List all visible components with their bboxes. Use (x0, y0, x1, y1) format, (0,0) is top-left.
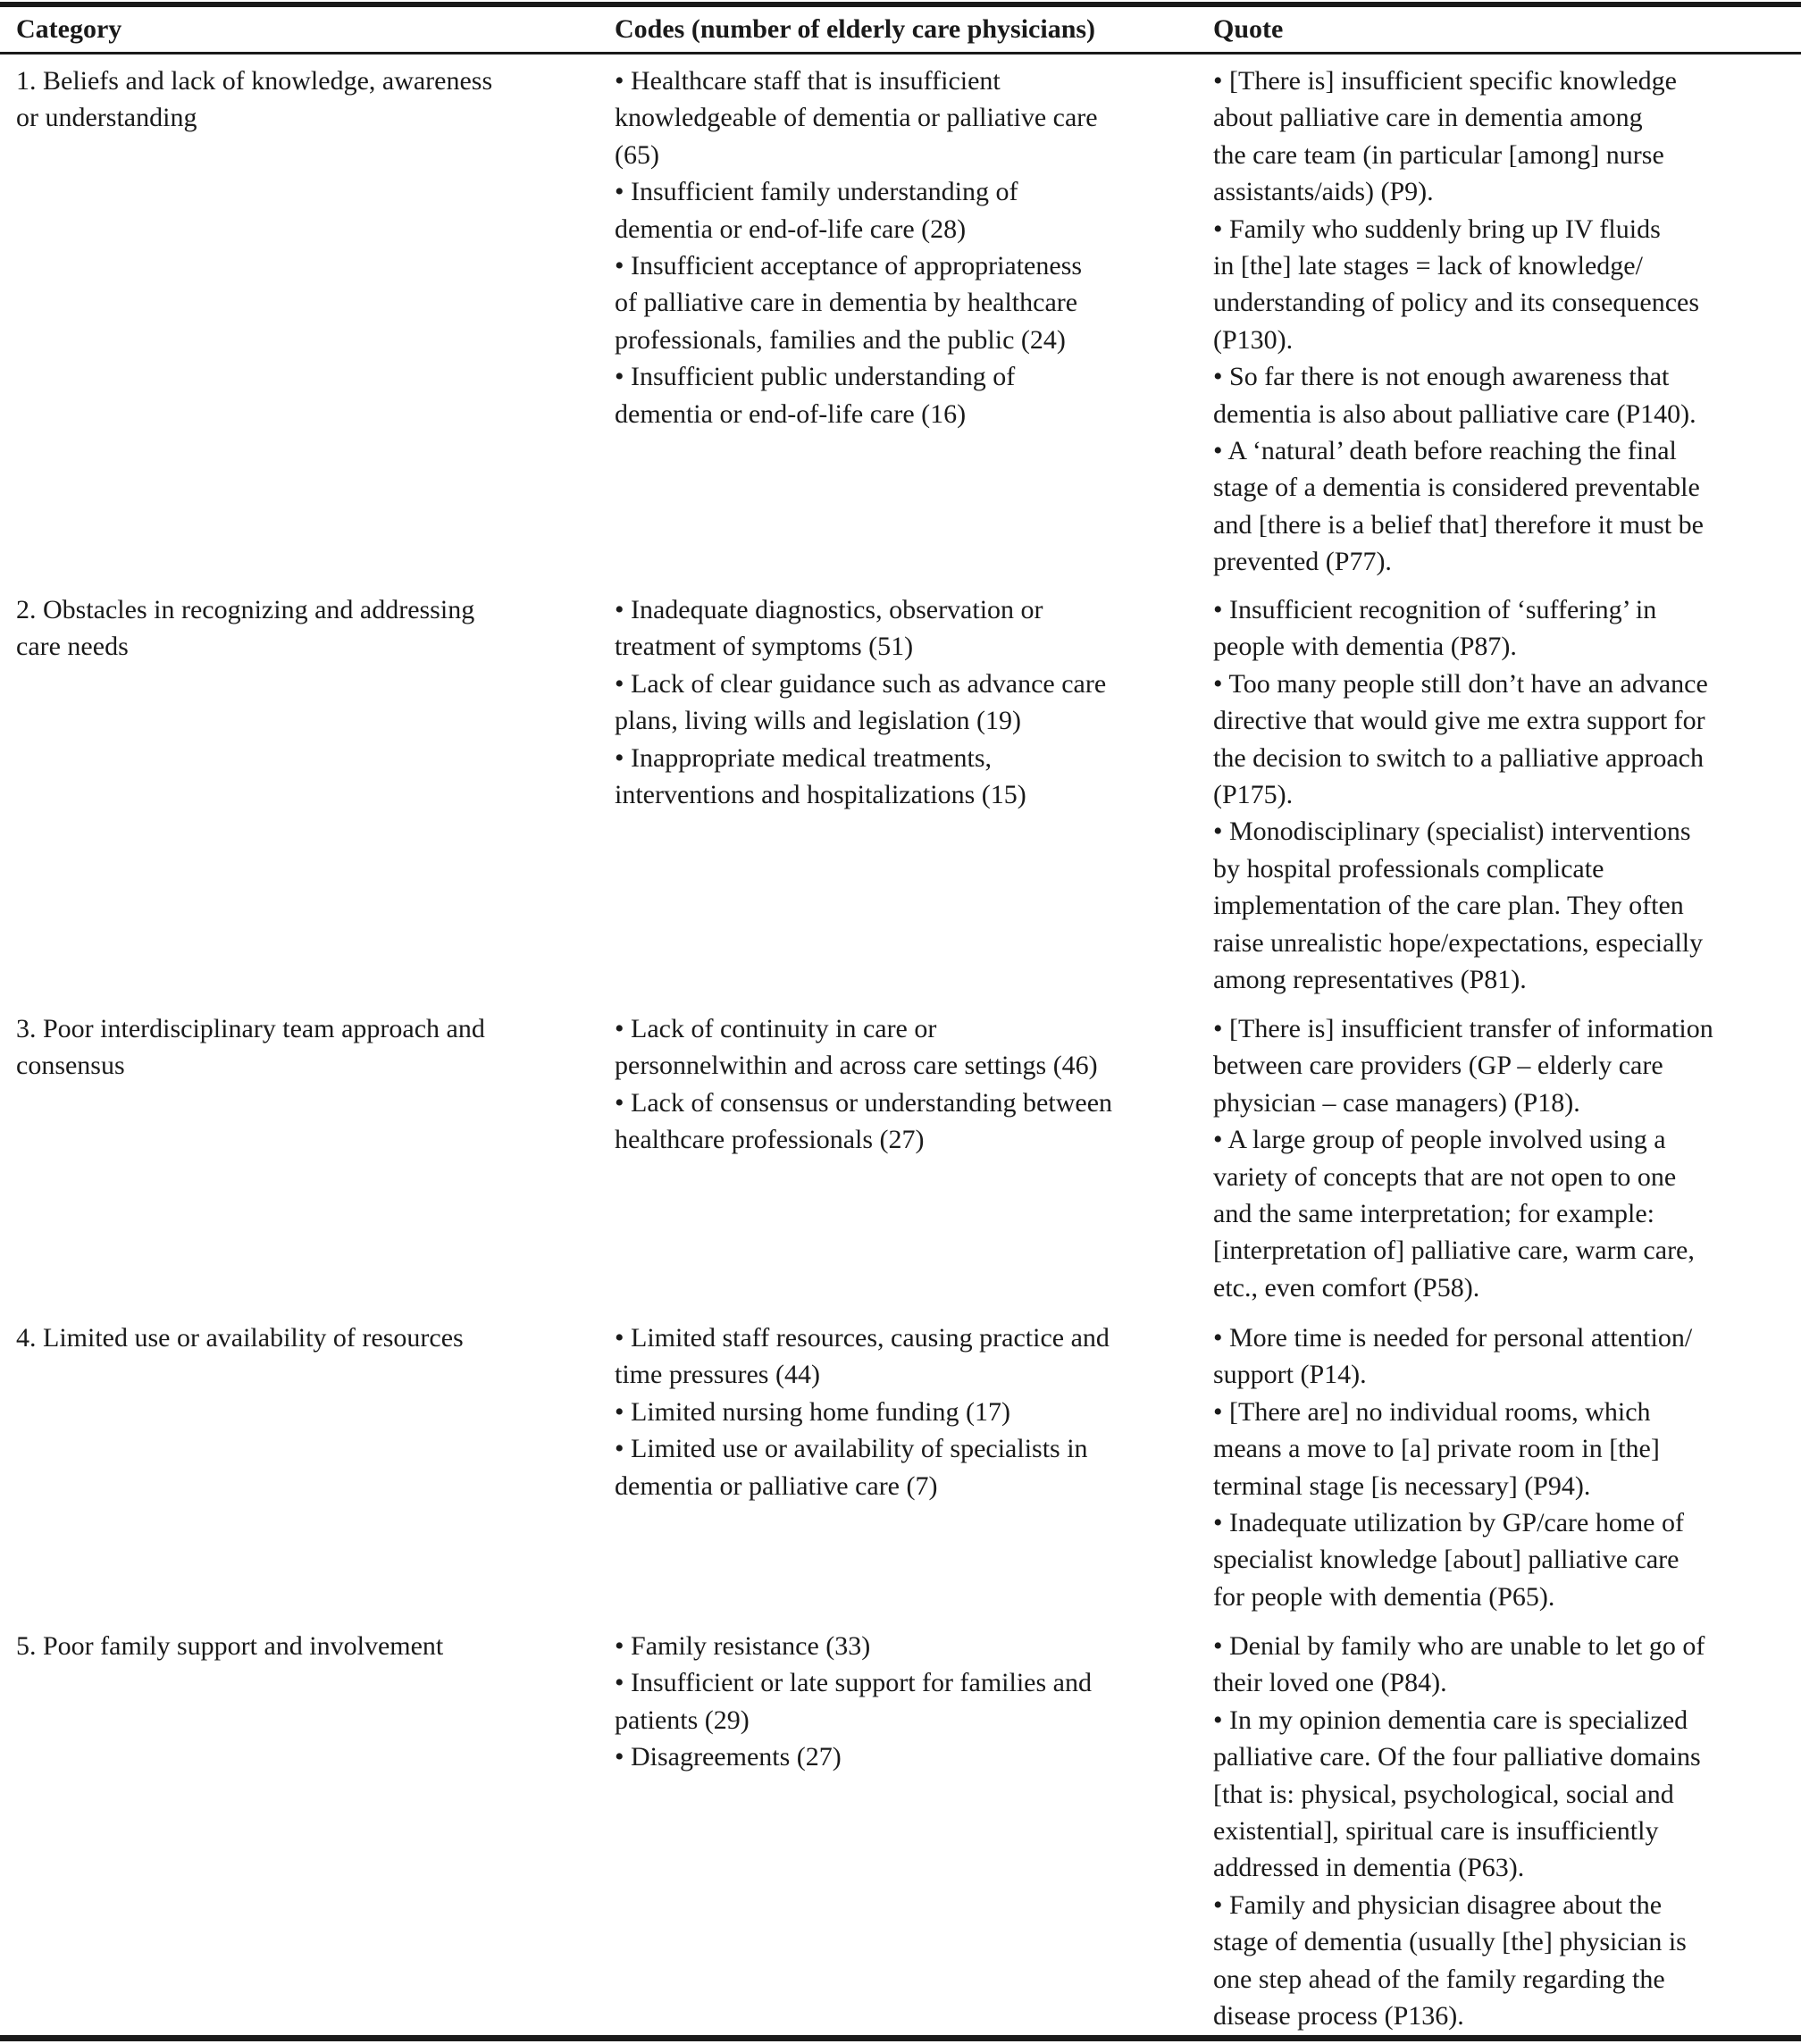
code-line: dementia or end-of-life care (28) (615, 214, 967, 244)
code-line: (65) (615, 139, 659, 170)
code-line: • Insufficient or late support for families and (615, 1668, 1092, 1698)
quote-line: directive that would give me extra support for (1213, 706, 1705, 736)
code-line: dementia or end-of-life care (16) (615, 398, 967, 429)
quote-line: means a move to [a] private room in [the] (1213, 1434, 1660, 1464)
quote-line: (P130). (1213, 324, 1294, 355)
quote-line: stage of a dementia is considered preventable (1213, 473, 1700, 503)
quote-line: the decision to switch to a palliative approach (1213, 742, 1704, 773)
quote-line: stage of dementia (usually [the] physician is (1213, 1927, 1687, 1957)
quote-line: their loved one (P84). (1213, 1668, 1447, 1698)
code-line: personnelwithin and across care settings (46) (615, 1051, 1098, 1081)
quote-line: • Inadequate utilization by GP/care home of (1213, 1508, 1684, 1538)
quote-line: about palliative care in dementia among (1213, 103, 1643, 133)
row-1-category (16, 63, 588, 137)
quote-line: • So far there is not enough awareness that (1213, 362, 1670, 392)
row-4-quote (1213, 1319, 1799, 1615)
quote-line: raise unrealistic hope/expectations, especially (1213, 927, 1704, 958)
quote-line: • [There are] no individual rooms, which (1213, 1396, 1651, 1427)
header-category: Category (16, 14, 122, 44)
code-line: • Lack of consensus or understanding between (615, 1087, 1113, 1118)
code-line: • Inappropriate medical treatments, (615, 742, 992, 773)
quote-line: etc., even comfort (P58). (1213, 1272, 1480, 1303)
code-line: knowledgeable of dementia or palliative care (615, 103, 1098, 133)
quote-line: • Family who suddenly bring up IV fluids (1213, 214, 1661, 244)
code-line: • Lack of clear guidance such as advance care (615, 668, 1107, 699)
row-4-codes (615, 1319, 1195, 1504)
quote-line: palliative care. Of the four palliative domains (1213, 1742, 1701, 1772)
quote-line: variety of concepts that are not open to one (1213, 1161, 1677, 1192)
header-quote: Quote (1213, 14, 1284, 44)
row-1-quote (1213, 63, 1799, 581)
quote-line: understanding of policy and its consequences (1213, 288, 1700, 318)
quote-line: people with dementia (P87). (1213, 632, 1517, 662)
table-top-rule (0, 2, 1801, 7)
row-5-codes (615, 1628, 1195, 1776)
category-line: 5. Poor family support and involvement (16, 1631, 444, 1661)
row-3-category (16, 1010, 588, 1085)
quote-line: disease process (P136). (1213, 2001, 1464, 2031)
quote-line: support (P14). (1213, 1360, 1367, 1390)
quote-line: (P175). (1213, 780, 1294, 810)
category-line: 1. Beliefs and lack of knowledge, awareness (16, 66, 493, 96)
quote-line: and the same interpretation; for example: (1213, 1199, 1654, 1229)
code-line: dementia or palliative care (7) (615, 1470, 938, 1501)
row-5-quote (1213, 1628, 1799, 2034)
code-line: plans, living wills and legislation (19) (615, 706, 1021, 736)
quote-line: assistants/aids) (P9). (1213, 177, 1434, 207)
quote-line: among representatives (P81). (1213, 965, 1527, 995)
category-line: 4. Limited use or availability of resources (16, 1323, 464, 1353)
category-line: or understanding (16, 103, 197, 133)
quote-line: • Monodisciplinary (specialist) interventions (1213, 817, 1691, 847)
quote-line: • A large group of people involved using a (1213, 1125, 1666, 1155)
code-line: • Inadequate diagnostics, observation or (615, 595, 1043, 624)
row-2-category (16, 591, 588, 666)
quote-line: • Too many people still don’t have an advance (1213, 668, 1708, 699)
table-header-rule (0, 52, 1801, 54)
quote-line: dementia is also about palliative care (P140). (1213, 398, 1696, 429)
quote-line: • Denial by family who are unable to let go of (1213, 1631, 1705, 1661)
code-line: time pressures (44) (615, 1360, 820, 1390)
code-line: professionals, families and the public (24) (615, 324, 1066, 355)
code-line: • Limited staff resources, causing practice and (615, 1323, 1110, 1353)
header-codes: Codes (number of elderly care physicians) (615, 14, 1096, 44)
code-line: patients (29) (615, 1705, 750, 1735)
row-4-category (16, 1319, 588, 1356)
quote-line: by hospital professionals complicate (1213, 853, 1604, 884)
code-line: • Limited use or availability of specialists in (615, 1434, 1088, 1464)
quote-line: [interpretation of] palliative care, warm care, (1213, 1236, 1695, 1266)
category-line: consensus (16, 1051, 125, 1081)
quote-line: • [There is] insufficient specific knowledge (1213, 66, 1677, 96)
quote-line: one step ahead of the family regarding the (1213, 1964, 1665, 1994)
quote-line: • Insufficient recognition of ‘suffering’ in (1213, 595, 1657, 624)
code-line: • Lack of continuity in care or (615, 1014, 937, 1043)
code-line: of palliative care in dementia by healthcare (615, 288, 1078, 318)
row-1-codes (615, 63, 1195, 432)
row-3-quote (1213, 1010, 1799, 1306)
row-3-codes (615, 1010, 1195, 1159)
quote-line: addressed in dementia (P63). (1213, 1853, 1525, 1883)
code-line: • Disagreements (27) (615, 1742, 842, 1772)
quote-line: [that is: physical, psychological, social and (1213, 1779, 1674, 1809)
code-line: • Family resistance (33) (615, 1631, 871, 1661)
quote-line: in [the] late stages = lack of knowledge/ (1213, 251, 1643, 281)
code-line: interventions and hospitalizations (15) (615, 780, 1026, 810)
table-bottom-rule (0, 2035, 1801, 2041)
code-line: • Insufficient acceptance of appropriateness (615, 251, 1083, 281)
quote-line: prevented (P77). (1213, 547, 1392, 577)
row-5-category (16, 1628, 588, 1664)
quote-line: • Family and physician disagree about the (1213, 1889, 1663, 1920)
row-2-quote (1213, 591, 1799, 998)
quote-line: for people with dementia (P65). (1213, 1581, 1555, 1612)
quote-line: terminal stage [is necessary] (P94). (1213, 1470, 1591, 1501)
quote-line: • In my opinion dementia care is specialized (1213, 1705, 1688, 1735)
quote-line: the care team (in particular [among] nurse (1213, 139, 1664, 170)
category-line: care needs (16, 632, 129, 662)
quote-line: • More time is needed for personal attention/ (1213, 1323, 1693, 1353)
quote-line: existential], spiritual care is insufficiently (1213, 1816, 1659, 1847)
code-line: • Healthcare staff that is insufficient (615, 66, 1001, 96)
row-2-codes (615, 591, 1195, 813)
quote-line: • [There is] insufficient transfer of information (1213, 1014, 1713, 1043)
category-line: 3. Poor interdisciplinary team approach and (16, 1014, 485, 1043)
quote-line: • A ‘natural’ death before reaching the final (1213, 436, 1677, 466)
quote-line: implementation of the care plan. They often (1213, 891, 1684, 921)
code-line: • Limited nursing home funding (17) (615, 1396, 1010, 1427)
quote-line: between care providers (GP – elderly care (1213, 1051, 1663, 1081)
code-line: treatment of symptoms (51) (615, 632, 914, 662)
category-line: 2. Obstacles in recognizing and addressing (16, 595, 475, 624)
quote-line: physician – case managers) (P18). (1213, 1087, 1580, 1118)
code-line: • Insufficient family understanding of (615, 177, 1018, 207)
quote-line: and [there is a belief that] therefore it must be (1213, 509, 1704, 540)
quote-line: specialist knowledge [about] palliative care (1213, 1545, 1680, 1575)
code-line: • Insufficient public understanding of (615, 362, 1016, 392)
code-line: healthcare professionals (27) (615, 1125, 925, 1155)
